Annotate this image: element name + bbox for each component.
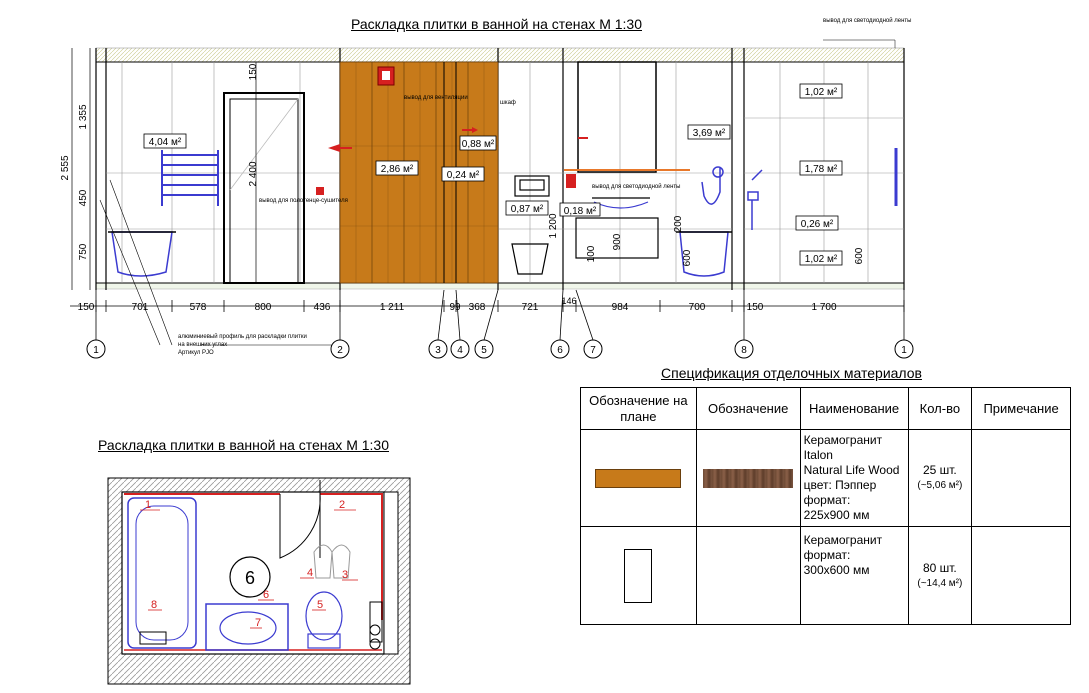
- note-towel-dryer: вывод для полотенце-сушителя: [259, 198, 348, 204]
- spec-name-line: формат:: [803, 548, 851, 562]
- spec-row: [581, 527, 1071, 625]
- spec-row: [581, 430, 1071, 527]
- dim-label: 146: [561, 296, 577, 306]
- bathtub-left: [108, 232, 176, 276]
- area-label: 2,86 м²: [380, 164, 414, 175]
- area-label: 0,24 м²: [446, 170, 480, 181]
- dim-label: 721: [521, 302, 539, 313]
- plan-wall-label: 3: [341, 569, 349, 581]
- spec-mark-swatch: [696, 430, 800, 527]
- door-frame: [224, 93, 304, 283]
- axis-label: 2: [337, 345, 343, 356]
- plan-wall-label: 4: [306, 567, 314, 579]
- dim-label: 450: [78, 189, 89, 207]
- dim-label: 2 555: [60, 155, 71, 181]
- towel-dryer-left: [162, 150, 218, 206]
- note-cabinet: шкаф: [500, 100, 516, 106]
- axis-label: 8: [741, 345, 747, 356]
- dim-label: 1 200: [548, 213, 559, 239]
- dim-label: 701: [131, 302, 149, 313]
- spec-name: [800, 527, 908, 625]
- spec-mark-swatch: [696, 527, 800, 625]
- area-label: 3,69 м²: [692, 128, 726, 139]
- area-label: 0,26 м²: [800, 219, 834, 230]
- spec-name: [800, 430, 908, 527]
- spec-table: [580, 387, 1071, 625]
- tile-swatch-orange: [595, 469, 681, 488]
- dim-label: 1 700: [811, 302, 837, 313]
- spec-header-cell: Обозначение: [696, 388, 800, 430]
- spec-name-line: Natural Life Wood: [803, 463, 900, 477]
- spec-header-cell: Кол-во: [908, 388, 972, 430]
- axis-label: 6: [557, 345, 563, 356]
- plan-wall-label: 7: [254, 617, 262, 629]
- area-label: 0,18 м²: [563, 206, 597, 217]
- dim-label: 578: [189, 302, 207, 313]
- cabinet: [578, 62, 656, 172]
- axis-label: 1: [93, 345, 99, 356]
- dim-label: 100: [586, 245, 597, 263]
- spec-qty-value: 25 шт.: [922, 463, 957, 477]
- spec-name-line: цвет: Пэппер: [803, 478, 877, 492]
- spec-name-line: Керамогранит: [803, 533, 883, 547]
- floor-band: [96, 283, 904, 289]
- area-label: 0,87 м²: [510, 204, 544, 215]
- dim-label: 150: [248, 63, 259, 81]
- dim-label: 600: [854, 247, 865, 265]
- spec-name-line: формат:: [803, 493, 851, 507]
- axis-label: 7: [590, 345, 596, 356]
- spec-header-cell: Наименование: [800, 388, 908, 430]
- dim-label: 99: [449, 302, 461, 313]
- dim-label: 750: [78, 243, 89, 261]
- toilet: [512, 176, 549, 274]
- area-label: 1,02 м²: [804, 87, 838, 98]
- spec-title: Спецификация отделочных материалов: [661, 365, 922, 381]
- dim-label: 1 211: [379, 302, 405, 313]
- plan-wall-label: 2: [338, 499, 346, 511]
- dim-label: 800: [254, 302, 272, 313]
- plan-wall-label: 5: [316, 599, 324, 611]
- dim-label: 600: [682, 249, 693, 267]
- dim-label: 700: [688, 302, 706, 313]
- dim-label: 200: [673, 215, 684, 233]
- area-label: 1,02 м²: [804, 254, 838, 265]
- area-label: 0,88 м²: [461, 139, 495, 150]
- plan-wall-label: 1: [144, 499, 152, 511]
- spec-header-cell: Примечание: [972, 388, 1071, 430]
- dim-label: 436: [313, 302, 331, 313]
- spec-name-line: Керамогранит: [803, 433, 883, 447]
- dim-label: 368: [468, 302, 486, 313]
- spec-header-row: [581, 388, 1071, 430]
- dim-label: 150: [746, 302, 764, 313]
- elevation-title: Раскладка плитки в ванной на стенах М 1:30: [351, 16, 642, 32]
- note-profile-1: алюминиевый профиль для раскладки плитки: [178, 334, 307, 340]
- spec-qty-value: 80 шт.: [922, 560, 957, 575]
- dim-label: 900: [612, 233, 623, 251]
- spec-qty-area: (~14,4 м²): [917, 577, 963, 589]
- spec-header-cell: Обозначение на плане: [581, 388, 697, 430]
- spec-qty: [908, 430, 972, 527]
- area-label: 4,04 м²: [148, 137, 182, 148]
- dim-label: 150: [77, 302, 95, 313]
- spec-plan-swatch: [581, 527, 697, 625]
- plan-title: Раскладка плитки в ванной на стенах М 1:30: [98, 437, 389, 453]
- dim-label: 984: [611, 302, 629, 313]
- spec-note: [972, 527, 1071, 625]
- spec-name-line: 225х900 мм: [803, 508, 870, 522]
- axis-label: 1: [901, 345, 907, 356]
- spec-plan-swatch: [581, 430, 697, 527]
- plan-drawing: [100, 470, 420, 685]
- spec-name-line: 300х600 мм: [803, 563, 870, 577]
- plan-wall-label: 8: [150, 599, 158, 611]
- shower-wall8: [748, 170, 762, 230]
- plan-center-label: 6: [244, 568, 256, 588]
- spec-qty: [908, 527, 972, 625]
- area-label: 1,78 м²: [804, 164, 838, 175]
- spec-note: [972, 430, 1071, 527]
- axis-label: 3: [435, 345, 441, 356]
- tile-swatch-wood: [703, 469, 793, 488]
- dim-label: 2 400: [248, 161, 259, 187]
- tile-swatch-outline: [624, 549, 652, 603]
- note-profile-3: Артикул PJO: [178, 350, 214, 356]
- note-ventilation: вывод для вентиляции: [404, 95, 468, 101]
- spec-qty-area: (~5,06 м²): [917, 480, 963, 491]
- dim-label: 1 355: [78, 104, 89, 130]
- note-led-mid: вывод для светодиодной ленты: [592, 184, 681, 190]
- axis-label: 5: [481, 345, 487, 356]
- plan-wall-label: 6: [262, 589, 270, 601]
- axis-label: 4: [457, 345, 463, 356]
- note-led-top: вывод для светодиодной ленты: [823, 18, 912, 24]
- spec-name-line: Italon: [803, 448, 833, 462]
- ceiling-band: [96, 48, 904, 62]
- note-profile-2: на внешних углах: [178, 342, 228, 348]
